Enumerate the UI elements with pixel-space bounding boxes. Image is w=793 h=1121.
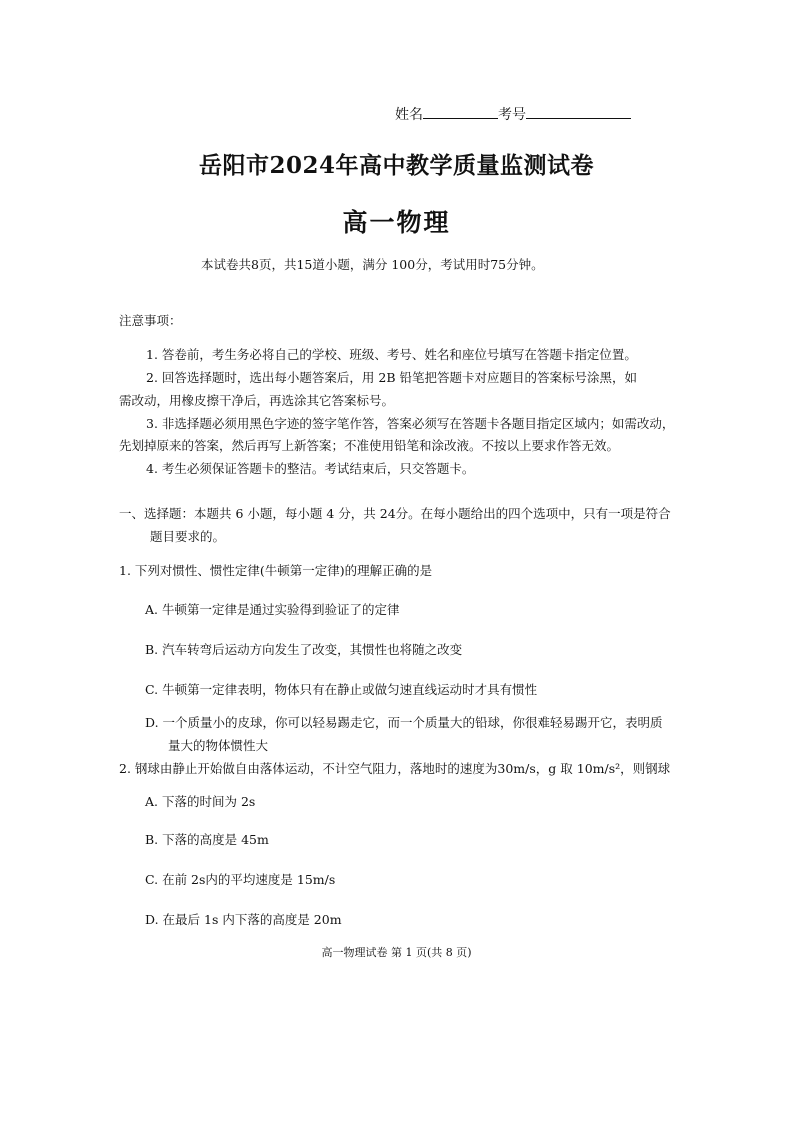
section-heading: 一、选择题：本题共 6 小题，每小题 4 分，共 24分。在每小题给出的四个选项中，只有一项是符合 (119, 506, 671, 521)
option-b[interactable]: B. 下落的高度是 45m (145, 832, 269, 847)
question-stem: 2. 钢球由静止开始做自由落体运动，不计空气阻力，落地时的速度为30m/s，g 取 10m/s²，则钢球 (119, 761, 671, 776)
id-label: 考号 (498, 107, 526, 123)
notes-heading: 注意事项： (119, 313, 182, 328)
name-label: 姓名 (395, 107, 423, 123)
option-b[interactable]: B. 汽车转弯后运动方向发生了改变，其惯性也将随之改变 (145, 642, 463, 657)
option-a[interactable]: A. 下落的时间为 2s (145, 794, 256, 809)
exam-title: 岳阳市2024年高中教学质量监测试卷 (198, 152, 594, 179)
name-id-line (395, 104, 631, 124)
note-line: 3. 非选择题必须用黑色字迹的签字笔作答，答案必须写在答题卡各题目指定区域内；如需改动， (146, 416, 675, 431)
option-a[interactable]: A. 牛顿第一定律是通过实验得到验证了的定律 (145, 602, 400, 617)
note-line: 先划掉原来的答案，然后再写上新答案；不准使用铅笔和涂改液。不按以上要求作答无效。 (119, 438, 620, 453)
option-d[interactable]: D. 在最后 1s 内下落的高度是 20m (145, 912, 342, 927)
option-c[interactable]: C. 牛顿第一定律表明，物体只有在静止或做匀速直线运动时才具有惯性 (145, 682, 538, 697)
page-footer: 高一物理试卷 第 1 页(共 8 页) (321, 946, 472, 959)
note-line: 1. 答卷前，考生务必将自己的学校、班级、考号、姓名和座位号填写在答题卡指定位置。 (146, 347, 637, 362)
name-blank[interactable] (423, 104, 498, 119)
option-d-cont: 量大的物体惯性大 (168, 738, 269, 753)
section-heading-cont: 题目要求的。 (150, 529, 226, 544)
option-d[interactable]: D. 一个质量小的皮球，你可以轻易踢走它，而一个质量大的铅球，你很难轻易踢开它，表明质 (145, 715, 663, 730)
note-line: 4. 考生必须保证答题卡的整洁。考试结束后，只交答题卡。 (146, 461, 475, 476)
exam-subject: 高一物理 (342, 208, 451, 237)
note-line: 需改动，用橡皮擦干净后，再选涂其它答案标号。 (119, 393, 395, 408)
question-stem: 1. 下列对惯性、惯性定律(牛顿第一定律)的理解正确的是 (119, 563, 433, 578)
id-blank[interactable] (526, 104, 631, 119)
option-c[interactable]: C. 在前 2s内的平均速度是 15m/s (145, 872, 336, 887)
note-line: 2. 回答选择题时，选出每小题答案后，用 2B 铅笔把答题卡对应题目的答案标号涂黑，如 (146, 370, 637, 385)
exam-intro: 本试卷共8页，共15道小题，满分 100分，考试用时75分钟。 (201, 257, 544, 272)
